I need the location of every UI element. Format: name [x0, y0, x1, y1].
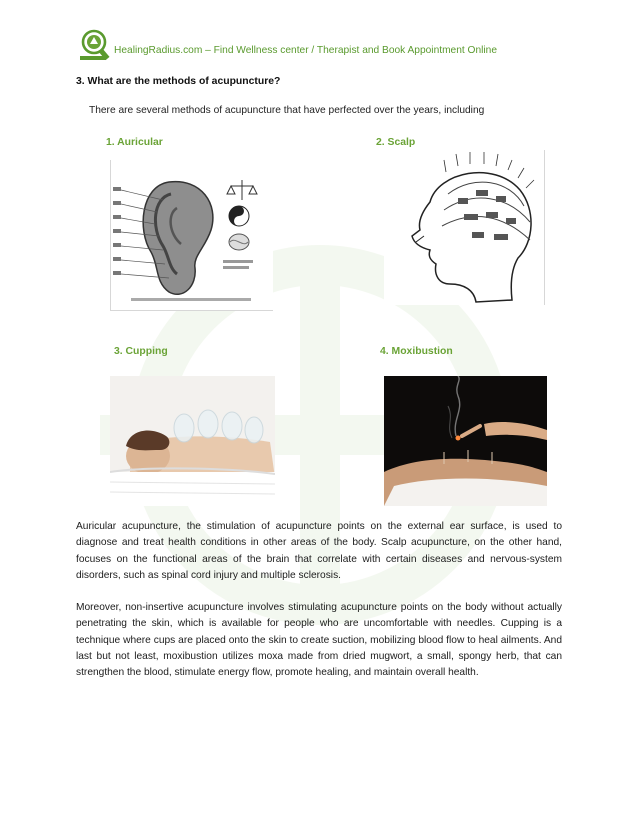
scalp-head-diagram-image	[384, 150, 545, 305]
method-label-auricular: 1. Auricular	[106, 137, 163, 148]
section-intro: There are several methods of acupuncture that have perfected over the years, including	[89, 105, 485, 116]
method-label-moxibustion: 4. Moxibustion	[380, 346, 453, 357]
method-label-scalp: 2. Scalp	[376, 137, 416, 148]
moxibustion-therapy-photo	[384, 376, 547, 506]
method-label-cupping: 3. Cupping	[114, 346, 168, 357]
section-heading: 3. What are the methods of acupuncture?	[76, 76, 281, 87]
paragraph-cupping-moxibustion: Moreover, non-insertive acupuncture involves stimulating acupuncture points on the body without actually penetrating the skin, which is available for people who are uncomfortable with needles. Cupping is a technique where cups are placed onto the skin to create suction, mobilizing blood flow to heal ailments. And last but not least, moxibustion utilizes moxa made from dried mugwort, a small, spongy herb, that can strengthen the blood, stimulate energy flow, promote healing, and maintain overall health.	[76, 602, 562, 679]
paragraph-auricular-scalp: Auricular acupuncture, the stimulation of acupuncture points on the external ear surface, is used to diagnose and treat health conditions in other areas of the body. Scalp acupuncture, on the other hand, focuses on the functional areas of the brain that correlate with certain diseases and nervous-system disorders, such as spinal cord injury and multiple sclerosis.	[76, 521, 562, 581]
auricular-ear-diagram-image	[110, 160, 273, 311]
page-header	[78, 28, 558, 64]
cupping-therapy-photo	[110, 376, 275, 506]
healingradius-logo-icon	[78, 28, 114, 64]
header-tagline: HealingRadius.com – Find Wellness center / Therapist and Book Appointment Online	[114, 45, 497, 56]
